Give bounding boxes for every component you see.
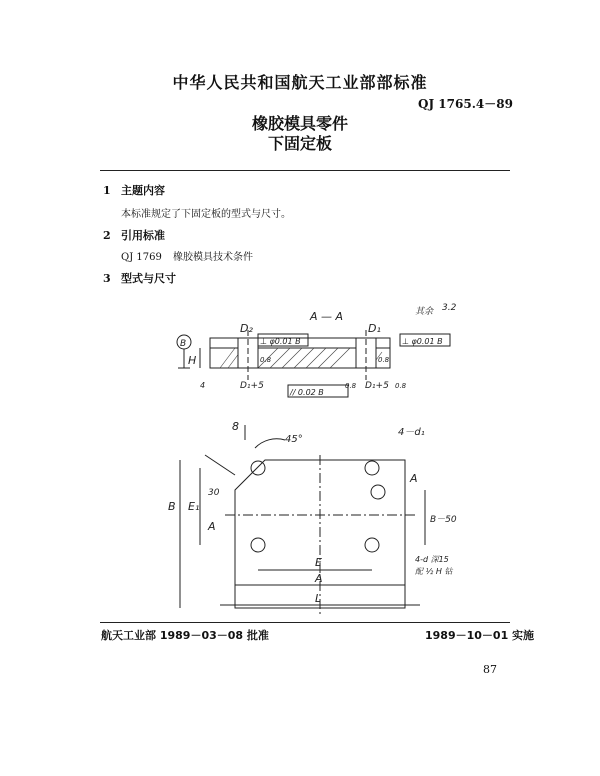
label-eight: 8 <box>232 420 239 433</box>
label-datum-b: B <box>180 339 187 349</box>
hole-bottom-right <box>365 538 379 552</box>
label-d1-plus5-right: D₁+5 <box>365 381 389 391</box>
chamfer-leader <box>205 455 235 475</box>
section-number: 3 <box>103 272 111 285</box>
label-d1: D₁ <box>368 322 381 335</box>
issuing-authority: 中华人民共和国航天工业部部标准 <box>172 73 428 92</box>
label-angle: 45° <box>285 434 303 445</box>
label-four: 4 <box>200 381 206 390</box>
hole-top-left <box>251 461 265 475</box>
label-l-dim: L <box>315 592 322 605</box>
section-number: 1 <box>103 184 111 197</box>
section-1-text: 本标准规定了下固定板的型式与尺寸。 <box>121 209 291 220</box>
section-2-heading <box>103 227 165 243</box>
label-b-dim: B <box>168 500 176 513</box>
chamfer-angle-arc <box>255 439 285 448</box>
tolerance-perp-left: ⊥ φ0.01 B <box>260 337 301 346</box>
label-e-dim: E <box>315 556 322 569</box>
footer-rule <box>100 622 510 623</box>
roughness-prefix: 其余 <box>415 307 434 317</box>
document-title: 橡胶模具零件 <box>251 114 348 133</box>
reference-standard <box>121 248 253 263</box>
reference-title: 橡胶模具技术条件 <box>173 252 254 263</box>
implementation-date: 1989－10－01 实施 <box>425 629 535 642</box>
section-title: 引用标准 <box>121 229 165 242</box>
tolerance-perp-right: ⊥ φ0.01 B <box>402 337 443 346</box>
reference-code: QJ 1769 <box>121 252 162 263</box>
page-number: 87 <box>483 663 497 676</box>
label-e1: E₁ <box>188 500 200 513</box>
section-title: 主题内容 <box>121 184 165 197</box>
header-rule <box>100 170 510 171</box>
label-a-dim: A <box>315 572 323 585</box>
section-label: A — A <box>310 310 344 323</box>
label-h: H <box>188 354 197 367</box>
document-subtitle: 下固定板 <box>267 134 332 153</box>
standard-number: QJ 1765.4－89 <box>418 97 513 111</box>
label-b-minus-50: B－50 <box>430 515 457 525</box>
approval-date: 航天工业部 1989－03－08 批准 <box>101 629 269 642</box>
section-1-heading <box>103 182 165 198</box>
section-title: 型式与尺寸 <box>121 272 176 285</box>
tolerance-parallel: // 0.02 B <box>290 388 324 397</box>
label-d1-plus5-left: D₁+5 <box>240 381 264 391</box>
hole-bottom-left <box>251 538 265 552</box>
label-holes: 4－d₁ <box>398 427 425 438</box>
label-r08-b: 0.8 <box>378 356 390 364</box>
label-r08-d: 0.8 <box>395 382 407 390</box>
label-d2: D₂ <box>240 322 253 335</box>
side-note-depth: 4-d 深15 <box>415 555 449 564</box>
label-thirty: 30 <box>208 488 220 498</box>
label-section-a-top: A <box>410 472 418 485</box>
hole-top-right <box>365 461 379 475</box>
label-section-a-bottom: A <box>208 520 216 533</box>
section-number: 2 <box>103 229 111 242</box>
side-note-drill: 配 ½ H 钻 <box>415 567 453 576</box>
label-r08-a: 0.8 <box>260 356 272 364</box>
section-3-heading <box>103 270 176 286</box>
roughness-value: 3.2 <box>442 303 457 313</box>
label-r08-c: 0.8 <box>345 382 357 390</box>
side-hole <box>371 485 385 499</box>
technical-drawing <box>160 300 490 620</box>
